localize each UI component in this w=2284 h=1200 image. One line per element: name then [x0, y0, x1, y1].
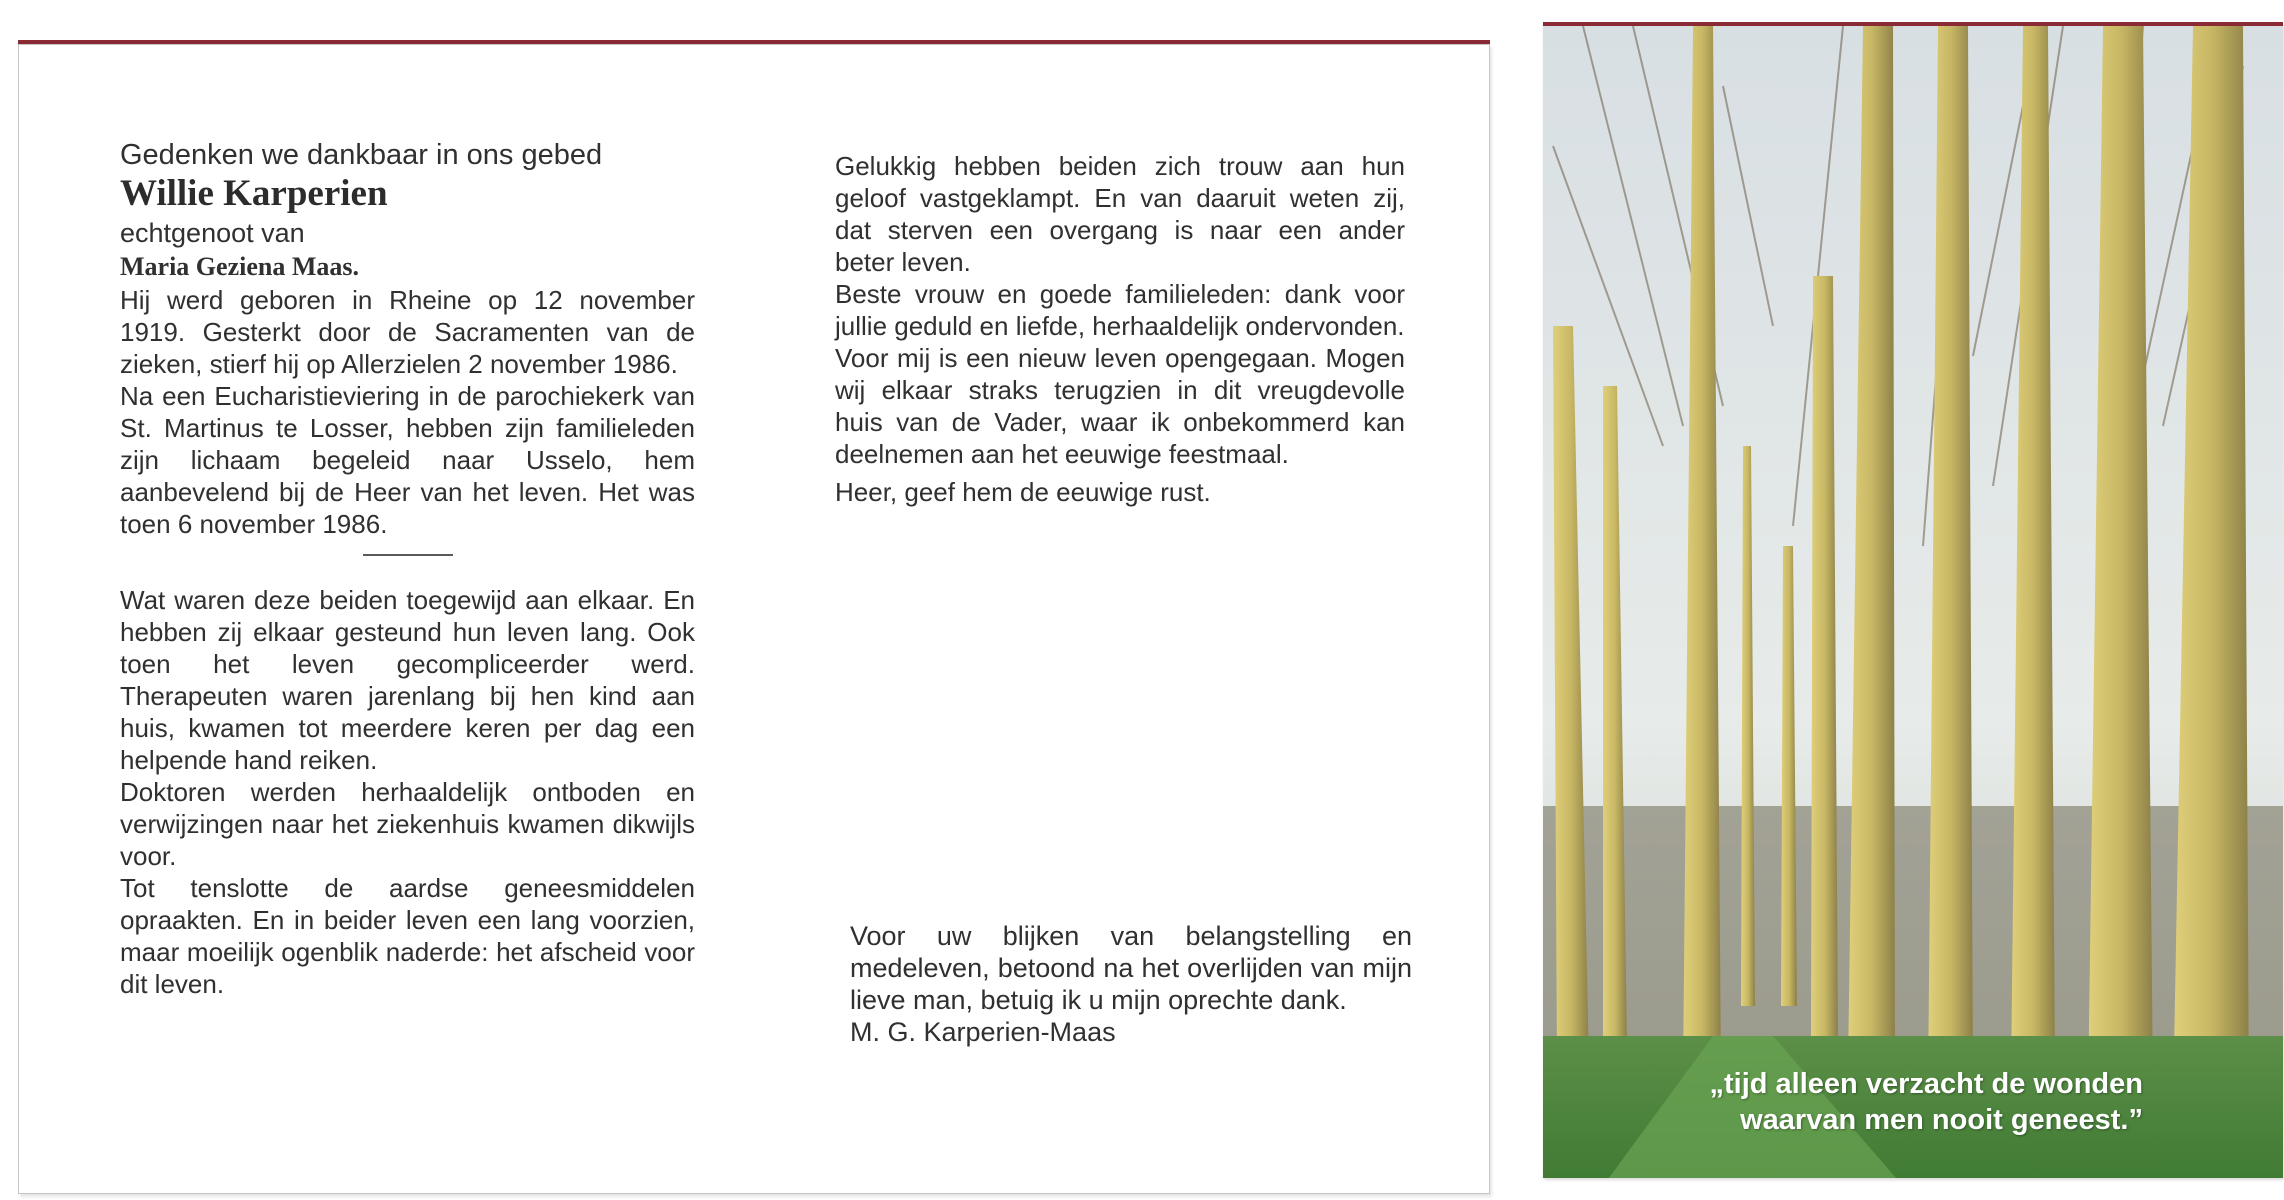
left-column [120, 138, 695, 1000]
tree-lane-photo-card [1543, 22, 2283, 1178]
service-paragraph: Na een Eucharistieviering in de parochiekerk van St. Martinus te Losser, hebben zijn familieleden zijn lichaam begeleid naar Usselo, hem aanbevelend bij de Heer van het leven. Het was toen 6 november 1986. [120, 381, 695, 539]
tribute-paragraph-2: Doktoren werden herhaaldelijk ontboden en verwijzingen naar het ziekenhuis kwamen dikwijls voor. [120, 777, 695, 871]
tree-lane-photo [1543, 26, 2283, 1178]
tribute-paragraph-1: Wat waren deze beiden toegewijd aan elkaar. En hebben zij elkaar gesteund hun leven lang. Ook toen het leven gecompliceerder werd. Therapeuten waren jarenlang bij hen kind aan huis, kwamen tot meerdere keren per dag een helpende hand reiken. [120, 585, 695, 775]
thanks-paragraph: Voor uw blijken van belangstelling en medeleven, betoond na het overlijden van mijn lieve man, betuig ik u mijn oprechte dank. [850, 921, 1412, 1015]
relation-text: echtgenoot van [120, 218, 305, 248]
spouse-name: Maria Geziena Maas. [120, 252, 359, 281]
thanks-block [850, 920, 1412, 1048]
tribute-paragraph-3: Tot tenslotte de aardse geneesmiddelen opraakten. En in beider leven een lang voorzien, maar moeilijk ogenblik naderde: het afscheid voor dit leven. [120, 873, 695, 999]
deceased-name: Willie Karperien [120, 173, 388, 214]
new-life-paragraph: Voor mij is een nieuw leven opengegaan. Mogen wij elkaar straks terugzien in dit vreugdevolle huis van de Vader, waar ik onbekommerd kan deelnemen aan het eeuwige feestmaal. [835, 343, 1405, 469]
quote [1603, 1066, 2253, 1138]
right-column [835, 150, 1405, 508]
prayer-line: Heer, geef hem de eeuwige rust. [835, 477, 1211, 507]
quote-line-1: „tijd alleen verzacht de wonden [1709, 1068, 2143, 1100]
faith-paragraph: Gelukkig hebben beiden zich trouw aan hun geloof vastgeklampt. En van daaruit weten zij, dat sterven een overgang is naar een ander beter leven. [835, 151, 1405, 277]
quote-line-2: waarvan men nooit geneest.” [1740, 1104, 2143, 1136]
section-divider [363, 554, 453, 556]
bio-paragraph: Hij werd geboren in Rheine op 12 november 1919. Gesterkt door de Sacramenten van de zieken, stierf hij op Allerzielen 2 november 1986. [120, 285, 695, 379]
family-thanks-paragraph: Beste vrouw en goede familieleden: dank voor jullie geduld en liefde, herhaaldelijk ondervonden. [835, 279, 1405, 341]
signature: M. G. Karperien-Maas [850, 1017, 1116, 1047]
tribute-block [120, 584, 695, 1000]
heading: Gedenken we dankbaar in ons gebed [120, 139, 603, 171]
